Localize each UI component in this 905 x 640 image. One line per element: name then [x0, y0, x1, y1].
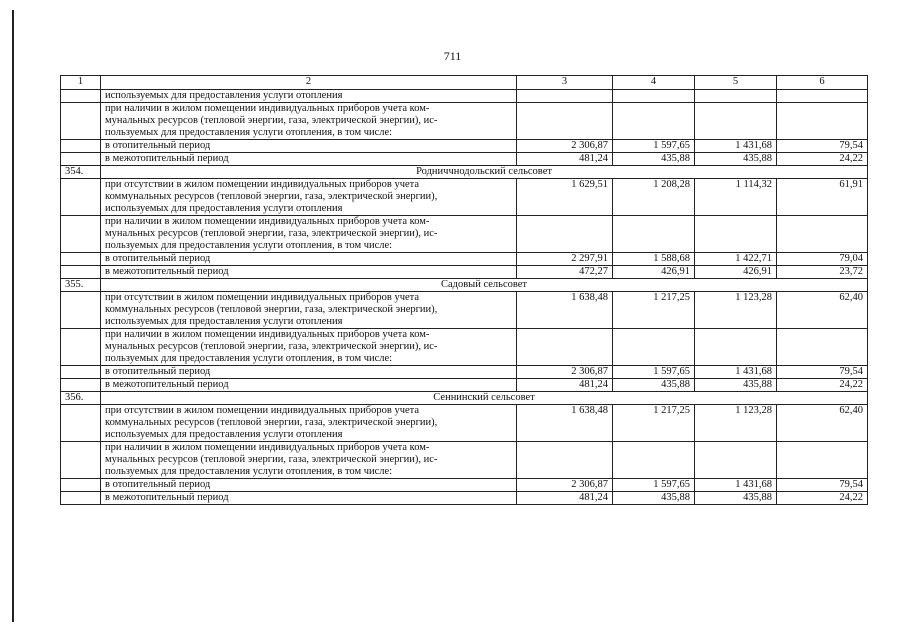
value-cell: 435,88 — [613, 492, 695, 505]
value-cell — [613, 216, 695, 253]
description-line: пользуемых для предоставления услуги отопления, в том числе: — [105, 466, 393, 477]
table-row — [61, 405, 868, 442]
table-row — [61, 442, 868, 479]
description-cell: в межотопительный период — [101, 153, 517, 166]
value-cell: 2 306,87 — [517, 479, 613, 492]
row-number-cell — [61, 266, 101, 279]
description-cell: в отопительный период — [101, 479, 517, 492]
description-line: пользуемых для предоставления услуги отопления, в том числе: — [105, 127, 393, 138]
value-cell: 435,88 — [695, 153, 777, 166]
value-cell: 426,91 — [695, 266, 777, 279]
description-line: при наличии в жилом помещении индивидуальных приборов учета ком- — [105, 216, 430, 227]
value-cell: 79,54 — [777, 366, 868, 379]
value-cell — [517, 90, 613, 103]
section-name: Сеннинский сельсовет — [101, 392, 868, 405]
row-number-cell — [61, 442, 101, 479]
value-cell: 23,72 — [777, 266, 868, 279]
description-line: коммунальных ресурсов (тепловой энергии, газа, электрической энергии), — [105, 191, 438, 202]
row-number-cell — [61, 216, 101, 253]
row-number-cell — [61, 492, 101, 505]
value-cell — [613, 90, 695, 103]
value-cell — [517, 216, 613, 253]
table-row — [61, 379, 868, 392]
value-cell: 1 597,65 — [613, 366, 695, 379]
section-name: Родниччнодольский сельсовет — [101, 166, 868, 179]
value-cell: 1 422,71 — [695, 253, 777, 266]
value-cell — [777, 442, 868, 479]
table-row — [61, 492, 868, 505]
description-line: мунальных ресурсов (тепловой энергии, газа, электрической энергии), ис- — [105, 341, 438, 352]
value-cell: 1 638,48 — [517, 405, 613, 442]
value-cell: 79,54 — [777, 140, 868, 153]
value-cell: 435,88 — [695, 379, 777, 392]
value-cell: 481,24 — [517, 379, 613, 392]
value-cell — [517, 442, 613, 479]
section-number: 356. — [61, 392, 101, 405]
description-line: коммунальных ресурсов (тепловой энергии, газа, электрической энергии), — [105, 417, 438, 428]
description-line: при наличии в жилом помещении индивидуальных приборов учета ком- — [105, 103, 430, 114]
row-number-cell — [61, 292, 101, 329]
value-cell — [613, 103, 695, 140]
value-cell: 481,24 — [517, 492, 613, 505]
description-line: используемых для предоставления услуги отопления — [105, 316, 343, 327]
value-cell: 24,22 — [777, 379, 868, 392]
description-line: при отсутствии в жилом помещении индивидуальных приборов учета — [105, 179, 420, 190]
value-cell — [777, 216, 868, 253]
table-row — [61, 266, 868, 279]
table-row — [61, 253, 868, 266]
table-row — [61, 103, 868, 140]
row-number-cell — [61, 366, 101, 379]
description-line: при наличии в жилом помещении индивидуальных приборов учета ком- — [105, 329, 430, 340]
value-cell: 1 431,68 — [695, 366, 777, 379]
value-cell: 1 217,25 — [613, 405, 695, 442]
value-cell: 2 306,87 — [517, 140, 613, 153]
description-cell: в отопительный период — [101, 366, 517, 379]
row-number-cell — [61, 379, 101, 392]
value-cell — [777, 90, 868, 103]
section-title-row — [61, 166, 868, 179]
value-cell — [695, 442, 777, 479]
description-line: коммунальных ресурсов (тепловой энергии, газа, электрической энергии), — [105, 304, 438, 315]
value-cell — [695, 329, 777, 366]
table-header-row — [61, 76, 868, 90]
section-title-row — [61, 279, 868, 292]
value-cell: 1 114,32 — [695, 179, 777, 216]
value-cell: 1 588,68 — [613, 253, 695, 266]
column-header: 5 — [695, 76, 777, 90]
table-row — [61, 329, 868, 366]
table-row — [61, 292, 868, 329]
row-number-cell — [61, 153, 101, 166]
value-cell: 435,88 — [613, 379, 695, 392]
section-title-row — [61, 392, 868, 405]
value-cell: 1 217,25 — [613, 292, 695, 329]
value-cell — [695, 216, 777, 253]
column-header: 1 — [61, 76, 101, 90]
description-line: пользуемых для предоставления услуги отопления, в том числе: — [105, 353, 393, 364]
description-cell — [101, 103, 517, 140]
description-cell — [101, 329, 517, 366]
row-number-cell — [61, 179, 101, 216]
value-cell: 24,22 — [777, 492, 868, 505]
description-cell: в отопительный период — [101, 140, 517, 153]
value-cell: 481,24 — [517, 153, 613, 166]
table-row — [61, 140, 868, 153]
description-cell — [101, 216, 517, 253]
table-row — [61, 90, 868, 103]
value-cell: 1 123,28 — [695, 292, 777, 329]
value-cell: 62,40 — [777, 405, 868, 442]
tariff-table — [60, 75, 868, 505]
row-number-cell — [61, 140, 101, 153]
description-line: при отсутствии в жилом помещении индивидуальных приборов учета — [105, 292, 420, 303]
column-header: 2 — [101, 76, 517, 90]
value-cell: 435,88 — [613, 153, 695, 166]
value-cell — [695, 103, 777, 140]
tariff-table-body — [61, 76, 868, 505]
description-line: используемых для предоставления услуги отопления — [105, 429, 343, 440]
description-cell: используемых для предоставления услуги отопления — [101, 90, 517, 103]
value-cell: 435,88 — [695, 492, 777, 505]
table-row — [61, 179, 868, 216]
table-row — [61, 153, 868, 166]
row-number-cell — [61, 90, 101, 103]
value-cell — [695, 90, 777, 103]
value-cell — [517, 103, 613, 140]
table-row — [61, 479, 868, 492]
value-cell: 472,27 — [517, 266, 613, 279]
description-cell: в межотопительный период — [101, 492, 517, 505]
value-cell: 1 638,48 — [517, 292, 613, 329]
value-cell: 1 431,68 — [695, 140, 777, 153]
description-line: мунальных ресурсов (тепловой энергии, газа, электрической энергии), ис- — [105, 115, 438, 126]
description-line: при отсутствии в жилом помещении индивидуальных приборов учета — [105, 405, 420, 416]
value-cell: 2 297,91 — [517, 253, 613, 266]
value-cell: 1 629,51 — [517, 179, 613, 216]
description-cell: в межотопительный период — [101, 379, 517, 392]
description-line: мунальных ресурсов (тепловой энергии, газа, электрической энергии), ис- — [105, 228, 438, 239]
value-cell: 426,91 — [613, 266, 695, 279]
value-cell: 79,54 — [777, 479, 868, 492]
description-cell — [101, 179, 517, 216]
value-cell: 1 123,28 — [695, 405, 777, 442]
row-number-cell — [61, 329, 101, 366]
table-row — [61, 216, 868, 253]
description-line: при наличии в жилом помещении индивидуальных приборов учета ком- — [105, 442, 430, 453]
value-cell: 24,22 — [777, 153, 868, 166]
description-cell — [101, 442, 517, 479]
row-number-cell — [61, 103, 101, 140]
description-line: мунальных ресурсов (тепловой энергии, газа, электрической энергии), ис- — [105, 454, 438, 465]
value-cell — [777, 329, 868, 366]
description-line: используемых для предоставления услуги отопления — [105, 203, 343, 214]
description-cell: в межотопительный период — [101, 266, 517, 279]
row-number-cell — [61, 405, 101, 442]
page-number: 711 — [443, 49, 462, 63]
column-header: 4 — [613, 76, 695, 90]
value-cell: 2 306,87 — [517, 366, 613, 379]
description-line: пользуемых для предоставления услуги отопления, в том числе: — [105, 240, 393, 251]
description-cell — [101, 405, 517, 442]
page-binding-edge — [12, 10, 14, 622]
value-cell: 1 597,65 — [613, 140, 695, 153]
row-number-cell — [61, 253, 101, 266]
column-header: 6 — [777, 76, 868, 90]
value-cell — [517, 329, 613, 366]
table-row — [61, 366, 868, 379]
description-cell: в отопительный период — [101, 253, 517, 266]
value-cell: 1 208,28 — [613, 179, 695, 216]
description-cell — [101, 292, 517, 329]
column-header: 3 — [517, 76, 613, 90]
value-cell — [613, 442, 695, 479]
value-cell — [613, 329, 695, 366]
value-cell: 62,40 — [777, 292, 868, 329]
section-number: 354. — [61, 166, 101, 179]
row-number-cell — [61, 479, 101, 492]
value-cell — [777, 103, 868, 140]
value-cell: 61,91 — [777, 179, 868, 216]
value-cell: 1 597,65 — [613, 479, 695, 492]
value-cell: 1 431,68 — [695, 479, 777, 492]
value-cell: 79,04 — [777, 253, 868, 266]
section-name: Садовый сельсовет — [101, 279, 868, 292]
section-number: 355. — [61, 279, 101, 292]
